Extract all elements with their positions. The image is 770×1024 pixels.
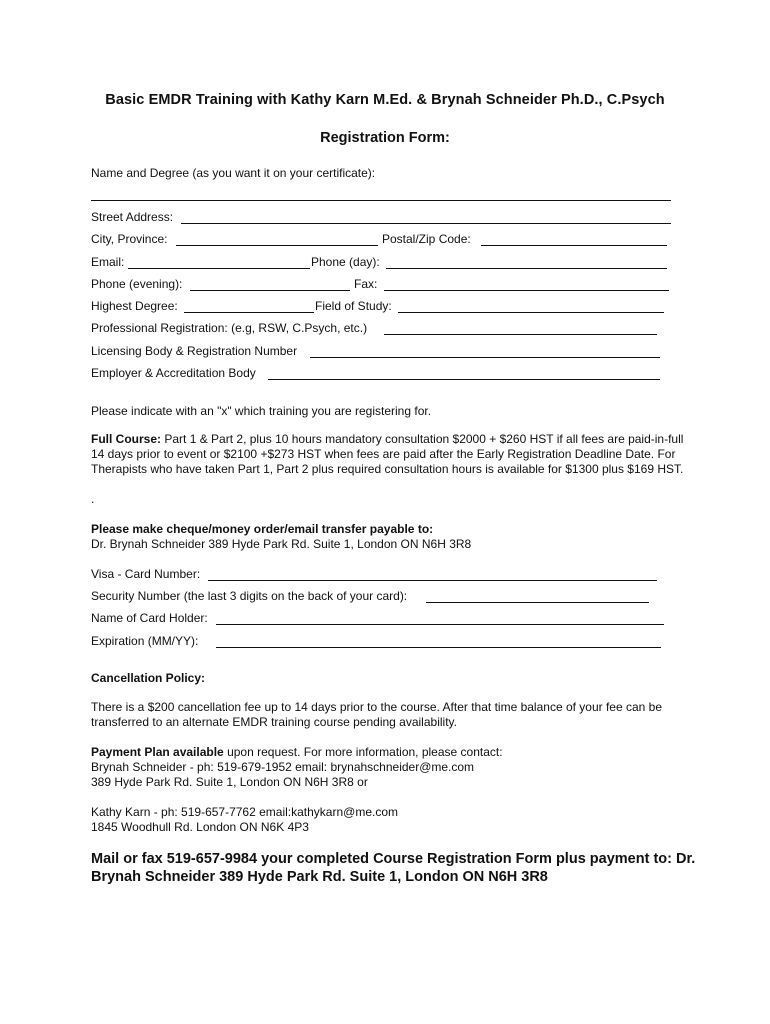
phone-day-label: Phone (day):	[311, 255, 380, 269]
payable-heading: Please make cheque/money order/email transfer payable to:	[91, 522, 434, 536]
payable-address: Dr. Brynah Schneider 389 Hyde Park Rd. Suite 1, London ON N6H 3R8	[91, 537, 472, 551]
postal-field[interactable]	[481, 245, 667, 246]
payment-plan-line	[91, 745, 503, 760]
cancellation-heading: Cancellation Policy:	[91, 671, 206, 685]
full-course-paragraph[interactable]	[91, 432, 691, 477]
fax-label: Fax:	[354, 277, 378, 291]
address-kathy: 1845 Woodhull Rd. London ON N6K 4P3	[91, 820, 309, 834]
city-field[interactable]	[176, 245, 378, 246]
email-field[interactable]	[128, 268, 310, 269]
prof-reg-field[interactable]	[384, 334, 657, 335]
licensing-field[interactable]	[310, 357, 660, 358]
phone-evening-field[interactable]	[190, 290, 350, 291]
field-of-study-field[interactable]	[398, 312, 664, 313]
security-field[interactable]	[426, 602, 649, 603]
licensing-label: Licensing Body & Registration Number	[91, 344, 298, 358]
fax-field[interactable]	[384, 290, 669, 291]
degree-field[interactable]	[184, 312, 314, 313]
street-label: Street Address:	[91, 210, 174, 224]
city-label: City, Province:	[91, 232, 168, 246]
cancellation-text: There is a $200 cancellation fee up to 14 days prior to the course. After that time balance of your fee can be transferred to an alternate EMDR training course pending availability.	[91, 700, 663, 729]
field-of-study-label: Field of Study:	[315, 299, 392, 313]
payment-plan-bold: Payment Plan available	[91, 745, 224, 759]
form-subtitle: Registration Form:	[320, 130, 450, 146]
name-degree-field[interactable]	[91, 200, 671, 201]
visa-label: Visa - Card Number:	[91, 567, 201, 581]
card-holder-label: Name of Card Holder:	[91, 611, 208, 625]
phone-evening-label: Phone (evening):	[91, 277, 183, 291]
phone-day-field[interactable]	[386, 268, 667, 269]
name-degree-label: Name and Degree (as you want it on your certificate):	[91, 166, 376, 180]
email-label: Email:	[91, 255, 125, 269]
degree-label: Highest Degree:	[91, 299, 178, 313]
security-label: Security Number (the last 3 digits on the back of your card):	[91, 589, 408, 603]
training-instruction: Please indicate with an "x" which training you are registering for.	[91, 404, 432, 418]
contact-brynah: Brynah Schneider - ph: 519-679-1952 email: brynahschneider@me.com	[91, 760, 475, 774]
stray-dot: .	[91, 492, 95, 506]
postal-label: Postal/Zip Code:	[382, 232, 471, 246]
expiration-label: Expiration (MM/YY):	[91, 634, 199, 648]
prof-reg-label: Professional Registration: (e.g, RSW, C.Psych, etc.)	[91, 321, 368, 335]
employer-field[interactable]	[268, 379, 660, 380]
page-title: Basic EMDR Training with Kathy Karn M.Ed. & Brynah Schneider Ph.D., C.Psych	[105, 92, 665, 108]
employer-label: Employer & Accreditation Body	[91, 366, 256, 380]
street-field[interactable]	[181, 223, 671, 224]
payment-plan-text: upon request. For more information, please contact:	[223, 745, 503, 759]
address-brynah: 389 Hyde Park Rd. Suite 1, London ON N6H 3R8 or	[91, 775, 368, 789]
mail-instructions: Mail or fax 519-657-9984 your completed Course Registration Form plus payment to: Dr. Brynah Schneider 389 Hyde Park Rd. Suite 1, London ON N6H 3R8	[91, 851, 696, 885]
visa-field[interactable]	[208, 580, 657, 581]
contact-kathy: Kathy Karn - ph: 519-657-7762 email:kathykarn@me.com	[91, 805, 399, 819]
card-holder-field[interactable]	[216, 624, 664, 625]
full-course-label: Full Course:	[91, 432, 162, 446]
expiration-field[interactable]	[216, 647, 661, 648]
full-course-text: Part 1 & Part 2, plus 10 hours mandatory consultation $2000 + $260 HST if all fees are paid-in-full 14 days prior to event or $2100 +$273 HST when fees are paid after the Early Registration Deadline Date. For Therapists who have taken Part 1, Part 2 plus required consultation hours is available for $1300 plus $169 HST.	[91, 432, 684, 476]
